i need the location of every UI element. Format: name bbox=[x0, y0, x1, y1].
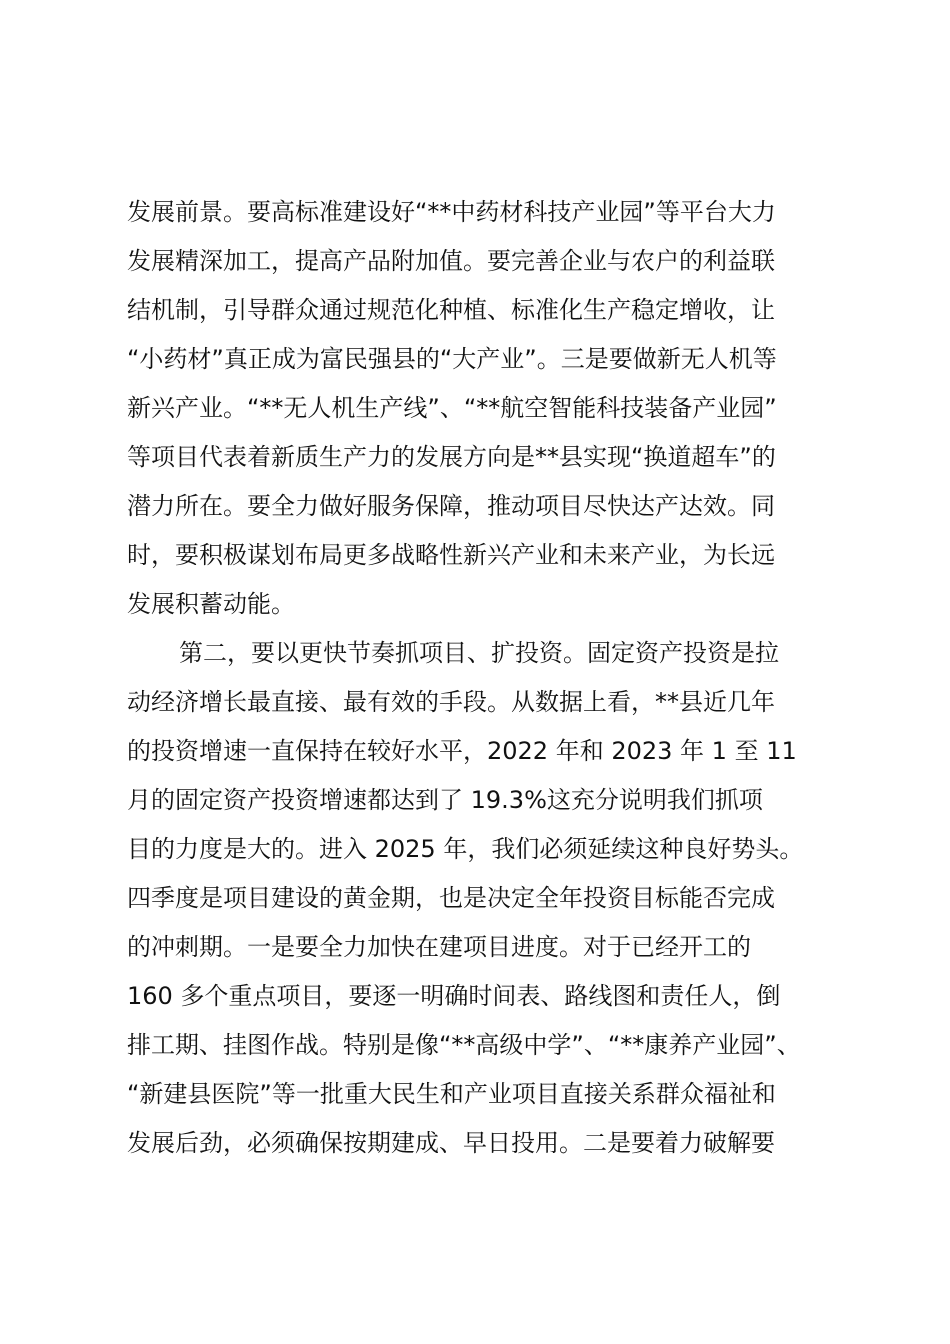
body-text bbox=[127, 188, 827, 1168]
text-line: 结机制，引导群众通过规范化种植、标准化生产稳定增收，让 bbox=[127, 296, 775, 324]
text-line: 新兴产业。“**无人机生产线”、“**航空智能科技装备产业园” bbox=[127, 394, 777, 422]
text-line: 发展前景。要高标准建设好“**中药材科技产业园”等平台大力 bbox=[127, 198, 776, 226]
text-line: 月的固定资产投资增速都达到了 19.3%这充分说明我们抓项 bbox=[127, 786, 763, 814]
text-line: 160 多个重点项目，要逐一明确时间表、路线图和责任人，倒 bbox=[127, 982, 781, 1010]
text-line: 发展积蓄动能。 bbox=[127, 590, 295, 618]
text-line: 的投资增速一直保持在较好水平，2022 年和 2023 年 1 至 11 bbox=[127, 737, 797, 765]
text-line: 时，要积极谋划布局更多战略性新兴产业和未来产业，为长远 bbox=[127, 541, 775, 569]
text-line: 的冲刺期。一是要全力加快在建项目进度。对于已经开工的 bbox=[127, 933, 751, 961]
text-line: 四季度是项目建设的黄金期，也是决定全年投资目标能否完成 bbox=[127, 884, 775, 912]
text-line: 潜力所在。要全力做好服务保障，推动项目尽快达产达效。同 bbox=[127, 492, 775, 520]
text-line: 目的力度是大的。进入 2025 年，我们必须延续这种良好势头。 bbox=[127, 835, 804, 863]
text-line: 排工期、挂图作战。特别是像“**高级中学”、“**康养产业园”、 bbox=[127, 1031, 801, 1059]
text-line: 动经济增长最直接、最有效的手段。从数据上看，**县近几年 bbox=[127, 688, 775, 716]
text-line: 等项目代表着新质生产力的发展方向是**县实现“换道超车”的 bbox=[127, 443, 776, 471]
text-line: “新建县医院”等一批重大民生和产业项目直接关系群众福祉和 bbox=[127, 1080, 776, 1108]
text-line: 发展精深加工，提高产品附加值。要完善企业与农户的利益联 bbox=[127, 247, 775, 275]
text-line: 发展后劲，必须确保按期建成、早日投用。二是要着力破解要 bbox=[127, 1129, 775, 1157]
paragraph-start-line: 第二，要以更快节奏抓项目、扩投资。固定资产投资是拉 bbox=[179, 639, 779, 667]
text-line: “小药材”真正成为富民强县的“大产业”。三是要做新无人机等 bbox=[127, 345, 777, 373]
